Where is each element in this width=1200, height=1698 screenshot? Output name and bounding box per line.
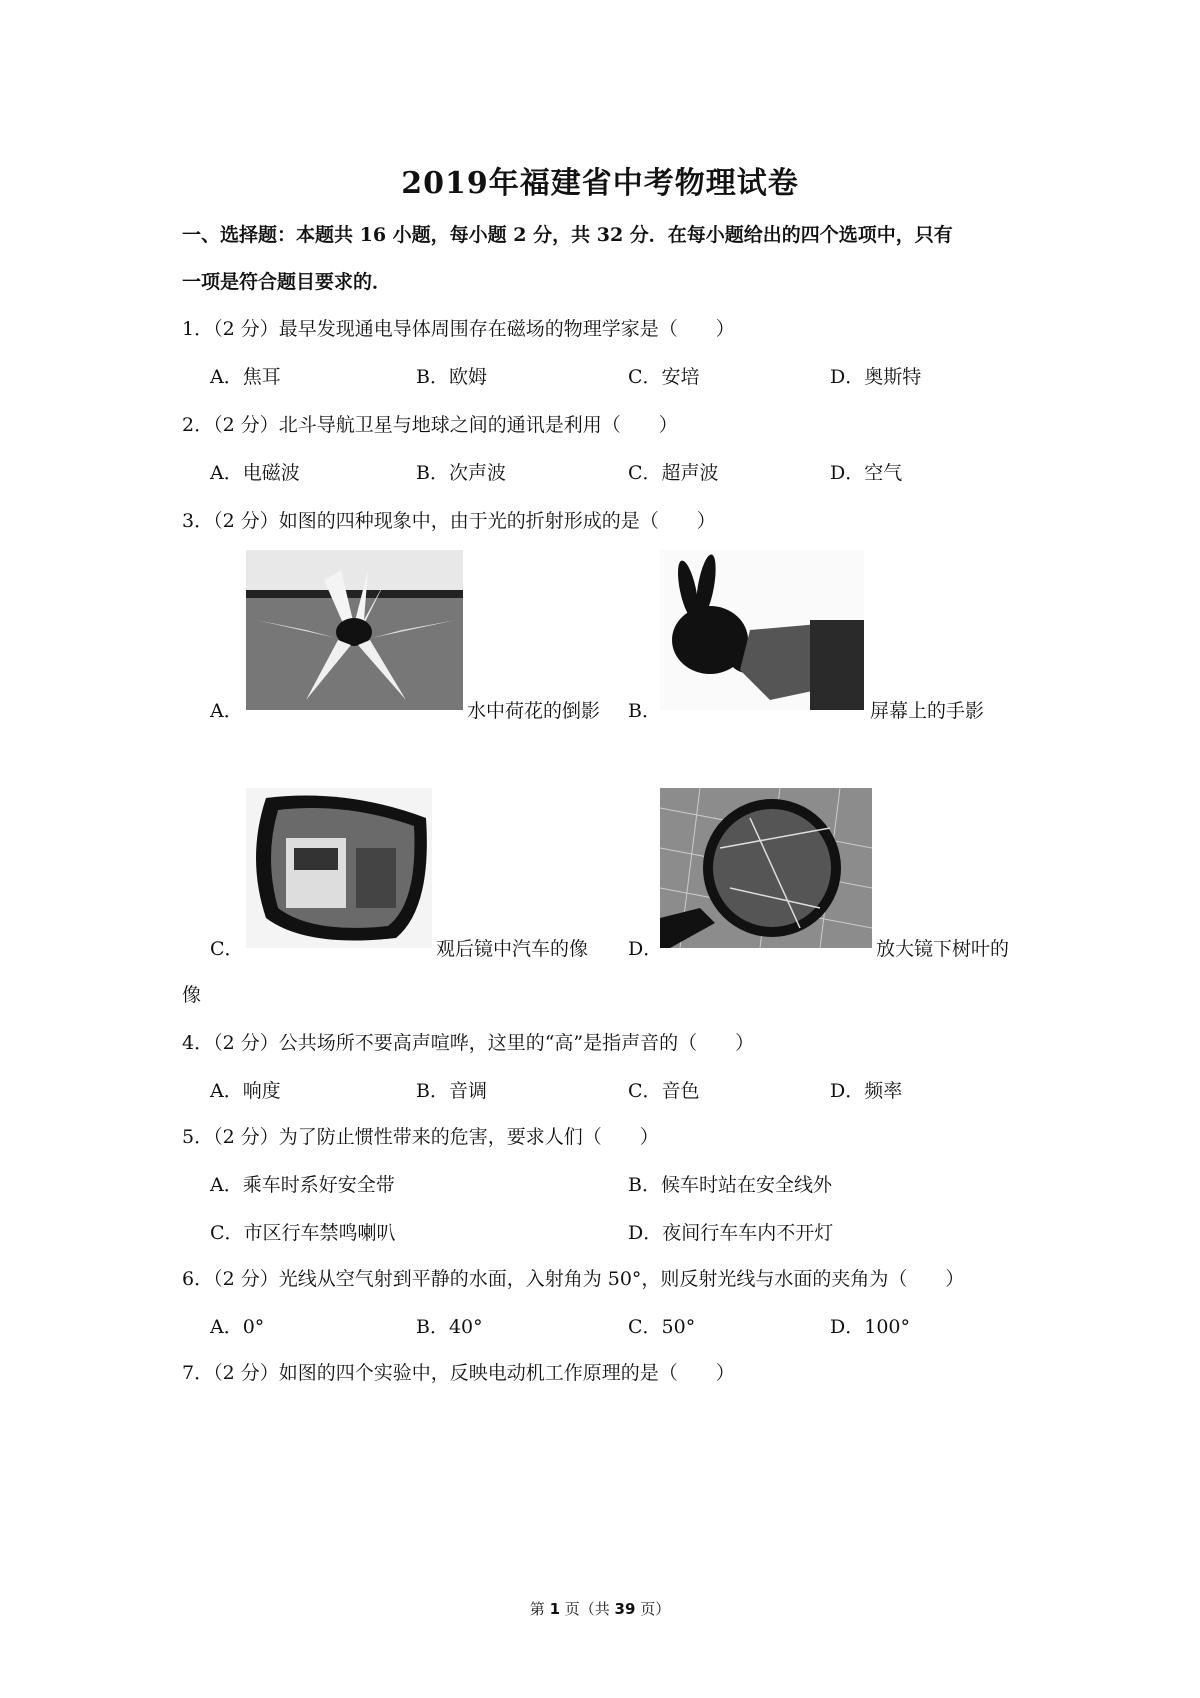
question-1-stem: 1．（2 分）最早发现通电导体周围存在磁场的物理学家是（ ）: [182, 318, 735, 340]
q6-option-b: B．40°: [416, 1316, 483, 1338]
q3-caption-a: 水中荷花的倒影: [467, 700, 601, 722]
q3-option-d: D．: [628, 938, 663, 960]
q2-option-d: D．空气: [830, 462, 903, 484]
q3-option-b: B．: [628, 700, 661, 722]
rearview-mirror-image: [246, 788, 432, 948]
question-7-stem: 7．（2 分）如图的四个实验中，反映电动机工作原理的是（ ）: [182, 1362, 735, 1384]
footer-total-pages: 39: [614, 1600, 636, 1618]
q1-option-d: D．奥斯特: [830, 366, 922, 388]
q5-option-b: B．候车时站在安全线外: [628, 1174, 832, 1196]
q3-caption-b: 屏幕上的手影: [870, 700, 985, 722]
section-heading-line2: 一项是符合题目要求的．: [182, 271, 392, 293]
footer-suffix: 页）: [635, 1600, 671, 1618]
section-heading-line1: 一、选择题：本题共 16 小题，每小题 2 分，共 32 分．在每小题给出的四个选项中，只有: [182, 224, 953, 246]
q4-option-c: C．音色: [628, 1080, 700, 1102]
page-title: 2019年福建省中考物理试卷: [401, 166, 799, 201]
question-5-stem: 5．（2 分）为了防止惯性带来的危害，要求人们（ ）: [182, 1126, 659, 1148]
q4-option-d: D．频率: [830, 1080, 903, 1102]
q3-option-c: C．: [210, 938, 244, 960]
footer-prefix: 第: [529, 1600, 550, 1618]
magnifier-leaf-image: [660, 788, 872, 948]
q3-caption-d-wrap: 像: [182, 984, 202, 1006]
q3-caption-d: 放大镜下树叶的: [876, 938, 1010, 960]
q6-option-a: A．0°: [210, 1316, 265, 1338]
q5-option-c: C．市区行车禁鸣喇叭: [210, 1222, 396, 1244]
q2-option-b: B．次声波: [416, 462, 506, 484]
footer-middle: 页（共: [560, 1600, 615, 1618]
q3-option-a: A．: [210, 700, 243, 722]
q5-option-a: A．乘车时系好安全带: [210, 1174, 395, 1196]
footer-page-number: 1: [549, 1600, 560, 1618]
q4-option-a: A．响度: [210, 1080, 281, 1102]
q2-option-c: C．超声波: [628, 462, 719, 484]
q4-option-b: B．音调: [416, 1080, 487, 1102]
question-4-stem: 4．（2 分）公共场所不要高声喧哗，这里的“高”是指声音的（ ）: [182, 1032, 755, 1054]
lotus-reflection-image: [246, 550, 463, 710]
q2-option-a: A．电磁波: [210, 462, 300, 484]
question-3-stem: 3．（2 分）如图的四种现象中，由于光的折射形成的是（ ）: [182, 510, 716, 532]
question-6-stem: 6．（2 分）光线从空气射到平静的水面，入射角为 50°，则反射光线与水面的夹角为（ ）: [182, 1268, 965, 1290]
q5-option-d: D．夜间行车车内不开灯: [628, 1222, 834, 1244]
q6-option-d: D．100°: [830, 1316, 910, 1338]
page-footer: [0, 1598, 1200, 1619]
q1-option-c: C．安培: [628, 366, 700, 388]
hand-shadow-image: [660, 550, 864, 710]
q1-option-b: B．欧姆: [416, 366, 487, 388]
q1-option-a: A．焦耳: [210, 366, 281, 388]
q6-option-c: C．50°: [628, 1316, 696, 1338]
q3-caption-c: 观后镜中汽车的像: [436, 938, 589, 960]
question-2-stem: 2．（2 分）北斗导航卫星与地球之间的通讯是利用（ ）: [182, 414, 678, 436]
